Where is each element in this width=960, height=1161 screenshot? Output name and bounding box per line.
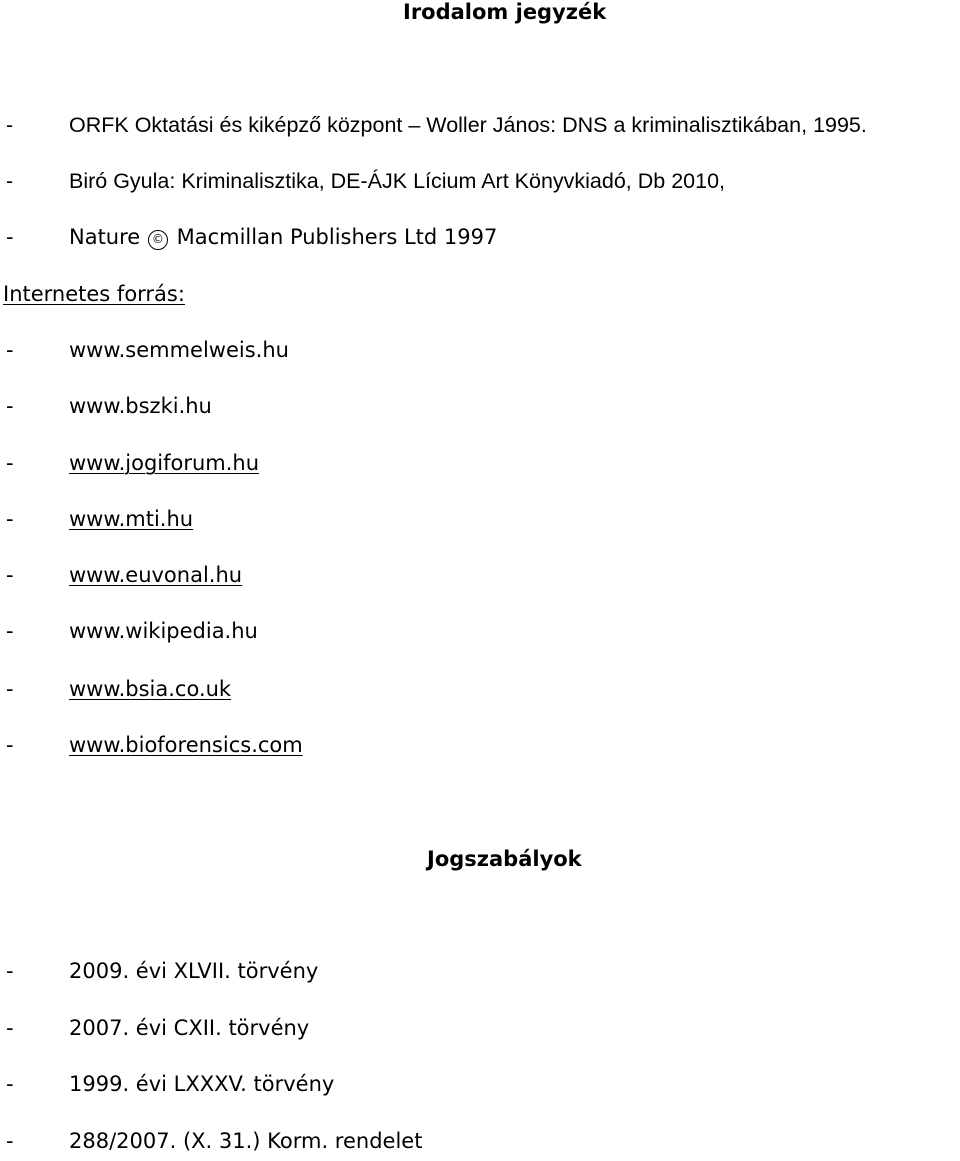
reference-publisher: Macmillan Publishers Ltd 1997	[176, 225, 498, 249]
bullet-dash: -	[6, 451, 14, 475]
law-text: 2009. évi XLVII. törvény	[69, 959, 319, 983]
reference-text	[69, 223, 497, 251]
copyright-icon: ©	[148, 230, 168, 250]
internet-heading: Internetes forrás:	[3, 282, 185, 306]
bullet-dash: -	[6, 677, 14, 701]
reference-text: ORFK Oktatási és kiképző központ – Woller János: DNS a kriminalisztikában, 1995.	[69, 113, 867, 137]
bullet-dash: -	[6, 959, 14, 983]
link-euvonal[interactable]: www.euvonal.hu	[69, 563, 243, 587]
bullet-dash: -	[6, 225, 14, 249]
bullet-dash: -	[6, 1129, 14, 1153]
reference-text: Biró Gyula: Kriminalisztika, DE-ÁJK Lícium Art Könyvkiadó, Db 2010,	[69, 169, 726, 193]
bullet-dash: -	[6, 507, 14, 531]
link-wikipedia[interactable]: www.wikipedia.hu	[69, 619, 258, 643]
link-mti[interactable]: www.mti.hu	[69, 507, 194, 531]
link-bioforensics[interactable]: www.bioforensics.com	[69, 733, 303, 757]
link-semmelweis[interactable]: www.semmelweis.hu	[69, 338, 289, 362]
bullet-dash: -	[6, 338, 14, 362]
reference-publication: Nature	[69, 225, 141, 249]
bullet-dash: -	[6, 394, 14, 418]
bullet-dash: -	[6, 563, 14, 587]
bullet-dash: -	[6, 733, 14, 757]
laws-heading: Jogszabályok	[427, 847, 582, 871]
bullet-dash: -	[6, 169, 14, 193]
bullet-dash: -	[6, 1016, 14, 1040]
page-title: Irodalom jegyzék	[403, 0, 607, 24]
link-bszki[interactable]: www.bszki.hu	[69, 394, 212, 418]
bullet-dash: -	[6, 1072, 14, 1096]
bullet-dash: -	[6, 113, 14, 137]
law-text: 288/2007. (X. 31.) Korm. rendelet	[69, 1129, 423, 1153]
law-text: 1999. évi LXXXV. törvény	[69, 1072, 335, 1096]
law-text: 2007. évi CXII. törvény	[69, 1016, 310, 1040]
link-bsia[interactable]: www.bsia.co.uk	[69, 677, 232, 701]
link-jogiforum[interactable]: www.jogiforum.hu	[69, 451, 260, 475]
bullet-dash: -	[6, 619, 14, 643]
